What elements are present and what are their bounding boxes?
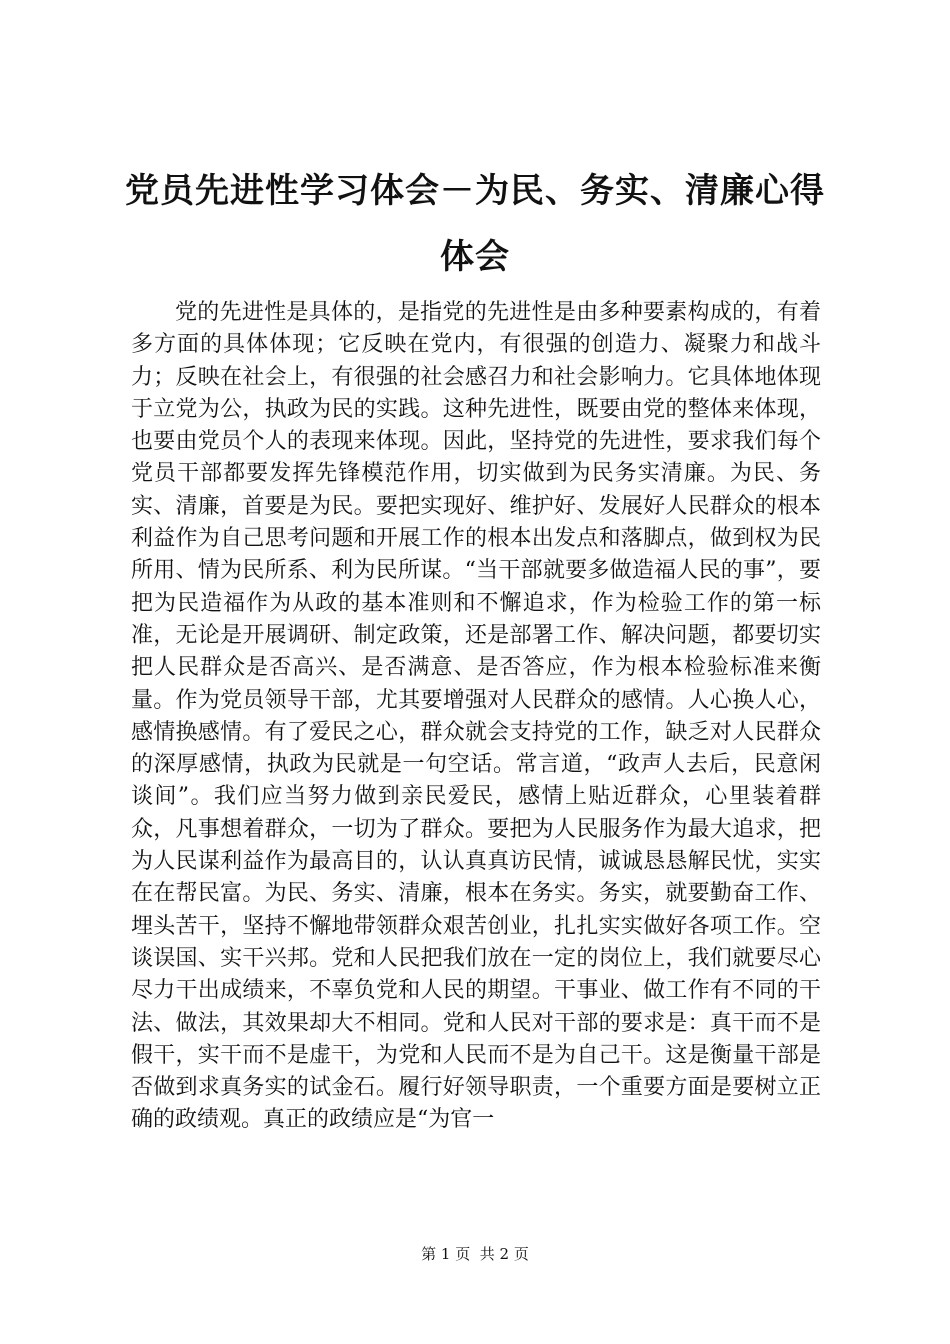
document-body: 党的先进性是具体的，是指党的先进性是由多种要素构成的，有着多方面的具体体现；它反映在党内，有很强的创造力、凝聚力和战斗力；反映在社会上，有很强的社会感召力和社会影响力。它具体地体现于立党为公，执政为民的实践。这种先进性，既要由党的整体来体现，也要由党员个人的表现来体现。因此，坚持党的先进性，要求我们每个党员干部都要发挥先锋模范作用，切实做到为民务实清廉。为民、务实、清廉，首要是为民。要把实现好、维护好、发展好人民群众的根本利益作为自己思考问题和开展工作的根本出发点和落脚点，做到权为民所用、情为民所系、利为民所谋。“当干部就要多做造福人民的事”，要把为民造福作为从政的基本准则和不懈追求，作为检验工作的第一标准，无论是开展调研、制定政策，还是部署工作、解决问题，都要切实把人民群众是否高兴、是否满意、是否答应，作为根本检验标准来衡量。作为党员领导干部，尤其要增强对人民群众的感情。人心换人心，感情换感情。有了爱民之心，群众就会支持党的工作，缺乏对人民群众的深厚感情，执政为民就是一句空话。常言道，“政声人去后，民意闲谈间”。我们应当努力做到亲民爱民，感情上贴近群众，心里装着群众，凡事想着群众，一切为了群众。要把为人民服务作为最大追求，把为人民谋利益作为最高目的，认认真真访民情，诚诚恳恳解民忧，实实在在帮民富。为民、务实、清廉，根本在务实。务实，就要勤奋工作、埋头苦干，坚持不懈地带领群众艰苦创业，扎扎实实做好各项工作。空谈误国、实干兴邦。党和人民把我们放在一定的岗位上，我们就要尽心尽力干出成绩来，不辜负党和人民的期望。干事业、做工作有不同的干法、做法，其效果却大不相同。党和人民对干部的要求是：真干而不是假干，实干而不是虚干，为党和人民而不是为自己干。这是衡量干部是否做到求真务实的试金石。履行好领导职责，一个重要方面是要树立正确的政绩观。真正的政绩应是“为官一 [131, 300, 821, 1133]
page-footer [0, 1243, 950, 1264]
page-total: 共 2 页 [479, 1245, 529, 1263]
page-number: 第 1 页 [421, 1245, 471, 1263]
footer-spacer [470, 1245, 480, 1263]
document-title: 党员先进性学习体会－为民、务实、清廉心得体会 [125, 171, 825, 277]
